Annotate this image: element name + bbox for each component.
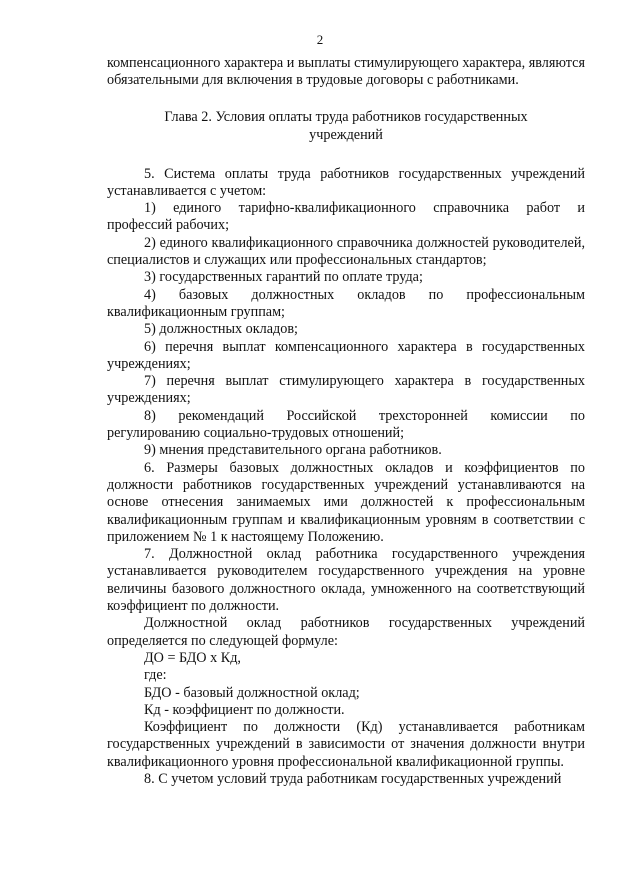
formula-term-kd: Кд - коэффициент по должности.	[144, 701, 345, 718]
list-item-5: 5) должностных окладов;	[144, 321, 298, 338]
list-item-9: 9) мнения представительного органа работников.	[144, 442, 442, 459]
paragraph-item-8: 8. С учетом условий труда работникам государственных учреждений	[144, 770, 562, 787]
formula-where: где:	[144, 667, 167, 684]
list-item-7: 7) перечня выплат стимулирующего характера в государственных учреждениях;	[107, 373, 585, 407]
formula-intro: Должностной оклад работников государственных учреждений определяется по следующей формуле:	[107, 615, 585, 649]
list-item-6: 6) перечня выплат компенсационного характера в государственных учреждениях;	[107, 338, 585, 372]
list-item-8: 8) рекомендаций Российской трехсторонней комиссии по регулированию социально-трудовых отношений;	[107, 407, 585, 442]
paragraph-item-7: 7. Должностной оклад работника государственного учреждения устанавливается руководителем государственного учреждения на уровне величины базового должностного оклада, умноженного на соответствующий коэффициент по должности.	[107, 546, 585, 615]
coefficient-paragraph: Коэффициент по должности (Кд) устанавливается работникам государственных учреждений в зависимости от значения должности внутри квалификационного уровня профессиональной квалификационной группы.	[107, 719, 585, 770]
list-item-2: 2) единого квалификационного справочника должностей руководителей, специалистов и служащих или профессиональных стандартов;	[107, 234, 585, 269]
formula-term-bdo: БДО - базовый должностной оклад;	[144, 684, 360, 701]
list-item-4: 4) базовых должностных окладов по профессиональным квалификационным группам;	[107, 286, 585, 320]
continuation-paragraph: компенсационного характера и выплаты стимулирующего характера, являются обязательными для включения в трудовые договоры с работниками.	[107, 55, 585, 89]
document-body	[107, 55, 585, 788]
list-item-3: 3) государственных гарантий по оплате труда;	[144, 269, 423, 286]
list-item-1: 1) единого тарифно-квалификационного справочника работ и профессий рабочих;	[107, 200, 585, 234]
chapter-title: Глава 2. Условия оплаты труда работников государственных учреждений	[164, 108, 528, 143]
paragraph-item-5: 5. Система оплаты труда работников государственных учреждений устанавливается с учетом:	[107, 165, 585, 199]
paragraph-item-6: 6. Размеры базовых должностных окладов и коэффициентов по должности работников государственных учреждений устанавливаются на основе отнесения занимаемых ими должностей к профессиональным квалификационным группам и квалификационным уровням в соответствии с приложением № 1 к настоящему Положению.	[107, 459, 585, 545]
formula: ДО = БДО х Кд,	[144, 649, 241, 666]
page-number: 2	[316, 32, 324, 47]
